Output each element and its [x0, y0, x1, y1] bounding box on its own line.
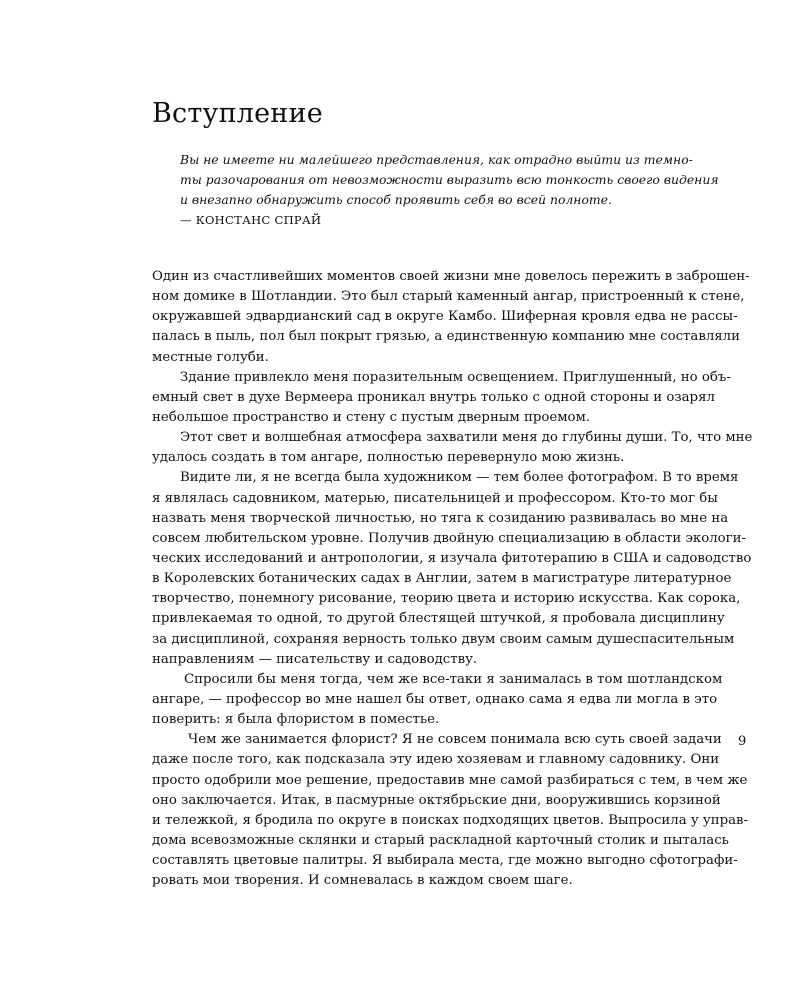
- text-line: Видите ли, я не всегда была художником — тем более фотографом. В то время: [180, 470, 739, 486]
- text-line: емный свет в духе Вермеера проникал внутрь только с одной стороны и озарял: [152, 389, 715, 405]
- text-line: направлениям — писательству и садоводству.: [152, 651, 478, 667]
- paragraph: [152, 368, 731, 428]
- text-line: ном домике в Шотландии. Это был старый каменный ангар, пристроенный к стене,: [152, 289, 745, 305]
- paragraph: [152, 267, 750, 368]
- epigraph-line: Вы не имеете ни малейшего представления, как отрадно выйти из темно-: [180, 152, 693, 167]
- text-line: в Королевских ботанических садах в Англии, затем в магистратуре литературное: [152, 571, 732, 587]
- page-number: 9: [738, 734, 747, 749]
- text-line: просто одобрили мое решение, предоставив мне самой разбираться с тем, в чем же: [152, 772, 748, 788]
- text-line: составлять цветовые палитры. Я выбирала места, где можно выгодно сфотографи-: [152, 853, 738, 869]
- text-line: совсем любительском уровне. Получив двойную специализацию в области экологи-: [152, 530, 746, 546]
- body-text: [152, 267, 753, 891]
- text-line: ангаре, — профессор во мне нашел бы ответ, однако сама я едва ли могла в это: [152, 691, 718, 707]
- text-line: удалось создать в том ангаре, полностью перевернуло мою жизнь.: [152, 450, 625, 466]
- text-line: ческих исследований и антропологии, я изучала фитотерапию в США и садоводство: [152, 550, 752, 566]
- paragraph: [152, 468, 752, 669]
- page-title: Вступление: [152, 98, 323, 129]
- text-line: я являлась садовником, матерью, писательницей и профессором. Кто-то мог бы: [152, 490, 718, 506]
- text-line: назвать меня творческой личностью, но тяга к созиданию развивалась во мне на: [152, 510, 729, 526]
- paragraph: [152, 730, 749, 891]
- text-line: даже после того, как подсказала эту идею хозяевам и главному садовнику. Они: [152, 752, 720, 768]
- epigraph-line: ты разочарования от невозможности выразить всю тонкость своего видения: [180, 172, 719, 187]
- text-line: местные голуби.: [152, 349, 269, 365]
- text-line: Этот свет и волшебная атмосфера захватили меня до глубины души. То, что мне: [180, 430, 753, 446]
- text-line: и тележкой, я бродила по округе в поисках подходящих цветов. Выпросила у управ-: [152, 812, 749, 828]
- text-line: палась в пыль, пол был покрыт грязью, а единственную компанию мне составляли: [152, 329, 740, 345]
- epigraph-author: — КОНСТАНС СПРАЙ: [180, 213, 322, 227]
- epigraph: [180, 150, 719, 230]
- text-line: Здание привлекло меня поразительным освещением. Приглушенный, но объ-: [180, 369, 731, 385]
- paragraph: [152, 428, 753, 468]
- text-line: творчество, понемногу рисование, теорию цвета и историю искусства. Как сорока,: [152, 591, 741, 607]
- text-line: небольшое пространство и стену с пустым дверным проемом.: [152, 409, 591, 425]
- text-line: дома всевозможные склянки и старый раскладной карточный столик и пыталась: [152, 832, 729, 848]
- text-line: Спросили бы меня тогда, чем же все-таки я занималась в том шотландском: [184, 671, 723, 687]
- text-line: оно заключается. Итак, в пасмурные октябрьские дни, вооружившись корзиной: [152, 792, 721, 808]
- text-line: поверить: я была флористом в поместье.: [152, 712, 440, 728]
- paragraph: [152, 670, 723, 730]
- text-line: Один из счастливейших моментов своей жизни мне довелось пережить в заброшен-: [152, 269, 750, 284]
- epigraph-line: и внезапно обнаружить способ проявить себя во всей полноте.: [180, 192, 612, 207]
- text-line: окружавшей эдвардианский сад в округе Камбо. Шиферная кровля едва не рассы-: [152, 309, 738, 325]
- text-line: ровать мои творения. И сомневалась в каждом своем шаге.: [152, 873, 573, 889]
- text-line: за дисциплиной, сохраняя верность только двум своим самым душеспасительным: [152, 631, 735, 647]
- text-line: привлекаемая то одной, то другой блестящей штучкой, я пробовала дисциплину: [152, 611, 725, 627]
- text-line: Чем же занимается флорист? Я не совсем понимала всю суть своей задачи: [188, 732, 722, 748]
